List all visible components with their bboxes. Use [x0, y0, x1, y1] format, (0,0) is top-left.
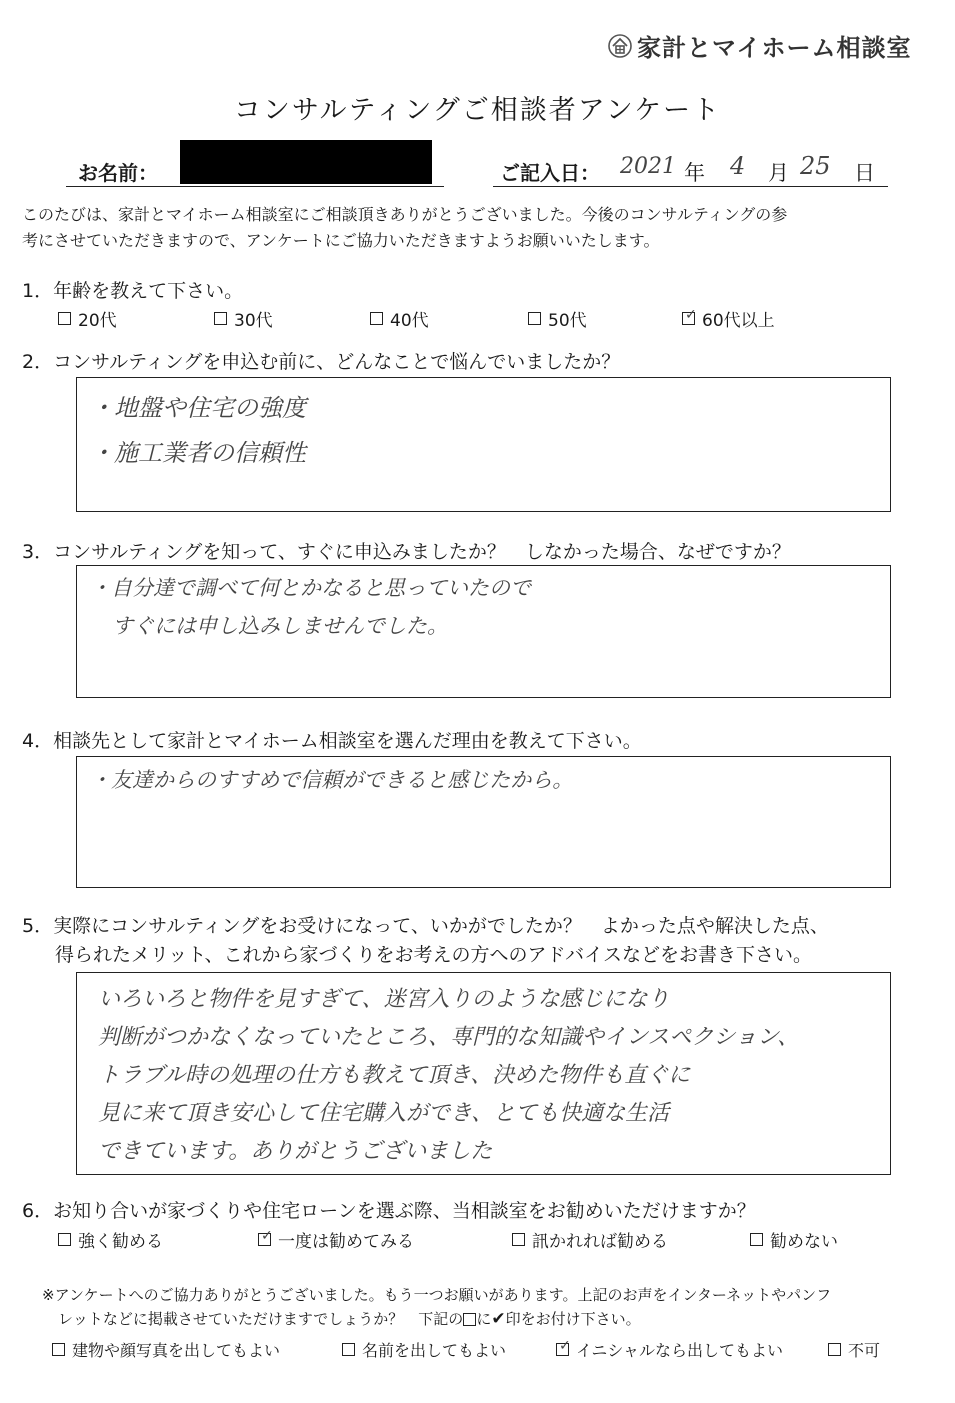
- question-2: 2．コンサルティングを申込む前に、どんなことで悩んでいましたか？: [22, 351, 621, 373]
- answer-2-line-1: ・地盤や住宅の強度: [90, 394, 306, 422]
- intro-line-1: このたびは、家計とマイホーム相談室にご相談頂きありがとうございました。今後のコンサルティングの参: [22, 205, 788, 224]
- answer-2-line-2: ・施工業者の信頼性: [90, 439, 306, 467]
- permission-option-none[interactable]: [828, 1338, 880, 1361]
- house-logo-icon: [608, 34, 632, 58]
- checkbox-checked[interactable]: [682, 307, 697, 325]
- q6-option-once[interactable]: [258, 1227, 414, 1252]
- form-title: コンサルティングご相談者アンケート: [233, 95, 722, 126]
- month-unit: 月: [768, 161, 789, 185]
- checkbox[interactable]: [750, 1233, 763, 1246]
- checkbox[interactable]: [528, 312, 541, 325]
- note-line-1: ※アンケートへのご協力ありがとうございました。もう一つお願いがあります。上記のお声をインターネットやパンフ: [42, 1286, 832, 1304]
- logo-text: 家計とマイホーム相談室: [637, 34, 912, 62]
- date-day: 25: [800, 152, 831, 180]
- square-box-icon: [463, 1313, 476, 1326]
- question-3: 3．コンサルティングを知って、すぐに申込みましたか？ しなかった場合、なぜですか？: [22, 541, 791, 563]
- q1-option-40s[interactable]: [370, 306, 429, 331]
- date-label: ご記入日：: [500, 161, 600, 185]
- option-label: 50代: [548, 311, 587, 331]
- question-6: 6．お知り合いが家づくりや住宅ローンを選ぶ際、当相談室をお勧めいただけますか？: [22, 1200, 756, 1222]
- q1-option-60s-plus[interactable]: [682, 306, 775, 331]
- q6-option-no[interactable]: [750, 1227, 838, 1252]
- day-unit: 日: [854, 161, 875, 185]
- check-icon: ✓: [559, 1338, 571, 1354]
- answer-3-line-1: ・自分達で調べて何とかなると思っていたので: [90, 576, 531, 600]
- checkbox[interactable]: [52, 1343, 65, 1356]
- note-text-a: レットなどに掲載させていただけますでしょうか？ 下記の: [58, 1310, 464, 1328]
- q1-option-20s[interactable]: [58, 306, 117, 331]
- answer-5-line-5: できています。ありがとうございました: [98, 1139, 493, 1164]
- checkbox[interactable]: [58, 1233, 71, 1246]
- checkbox[interactable]: [512, 1233, 525, 1246]
- permission-option-initials[interactable]: [556, 1338, 783, 1361]
- note-line-2: [58, 1307, 641, 1331]
- date-month: 4: [730, 152, 746, 180]
- answer-5-line-1: いろいろと物件を見すぎて、迷宮入りのような感じになり: [98, 987, 670, 1012]
- checkbox[interactable]: [342, 1343, 355, 1356]
- option-label: 建物や顔写真を出してもよい: [72, 1341, 281, 1360]
- option-label: 訊かれれば勧める: [532, 1232, 668, 1252]
- answer-5-line-2: 判断がつかなくなっていたところ、専門的な知識やインスペクション、: [98, 1025, 800, 1050]
- date-year: 2021: [620, 154, 676, 179]
- date-underline: [493, 186, 888, 187]
- option-label: 20代: [78, 311, 117, 331]
- option-label: 一度は勧めてみる: [278, 1232, 414, 1252]
- checkbox-checked[interactable]: [556, 1338, 571, 1356]
- option-label: 勧めない: [770, 1232, 838, 1252]
- q1-option-50s[interactable]: [528, 306, 587, 331]
- answer-3-line-2: すぐには申し込みしませんでした。: [112, 614, 448, 638]
- q6-option-if-asked[interactable]: [512, 1227, 668, 1252]
- checkbox[interactable]: [58, 312, 71, 325]
- checkmark-icon: ✔: [491, 1309, 506, 1329]
- note-text-c: 印をお付け下さい。: [505, 1310, 641, 1328]
- answer-5-line-4: 見に来て頂き安心して住宅購入ができ、とても快適な生活: [98, 1101, 670, 1126]
- permission-option-name[interactable]: [342, 1338, 506, 1361]
- note-text-b: に: [476, 1310, 492, 1328]
- option-label: 60代以上: [702, 311, 775, 331]
- answer-5-line-3: トラブル時の処理の仕方も教えて頂き、決めた物件も直ぐに: [98, 1063, 691, 1088]
- question-4: 4．相談先として家計とマイホーム相談室を選んだ理由を教えて下さい。: [22, 730, 642, 752]
- checkbox-checked[interactable]: [258, 1228, 273, 1246]
- intro-line-2: 考にさせていただきますので、アンケートにご協力いただきますようお願いいたします。: [22, 231, 660, 250]
- question-5-line-1: 5．実際にコンサルティングをお受けになって、いかがでしたか？ よかった点や解決した点、: [22, 915, 829, 937]
- q6-option-strongly[interactable]: [58, 1227, 163, 1252]
- check-icon: ✓: [261, 1228, 273, 1244]
- name-underline: [66, 186, 444, 187]
- question-1: 1．年齢を教えて下さい。: [22, 280, 244, 302]
- option-label: 強く勧める: [78, 1232, 163, 1252]
- checkbox[interactable]: [214, 312, 227, 325]
- option-label: イニシャルなら出してもよい: [576, 1341, 784, 1360]
- year-unit: 年: [684, 161, 705, 185]
- site-logo: [608, 28, 912, 63]
- question-5-line-2: 得られたメリット、これから家づくりをお考えの方へのアドバイスなどをお書き下さい。: [55, 944, 812, 966]
- option-label: 不可: [848, 1341, 881, 1360]
- checkbox[interactable]: [828, 1343, 841, 1356]
- intro-text: [22, 202, 937, 254]
- check-icon: ✓: [685, 307, 697, 323]
- name-label: お名前：: [78, 161, 158, 185]
- checkbox[interactable]: [370, 312, 383, 325]
- option-label: 30代: [234, 311, 273, 331]
- option-label: 40代: [390, 311, 429, 331]
- redacted-name: [180, 140, 432, 184]
- q1-option-30s[interactable]: [214, 306, 273, 331]
- option-label: 名前を出してもよい: [362, 1341, 507, 1360]
- permission-option-photo[interactable]: [52, 1338, 280, 1361]
- answer-4-line-1: ・友達からのすすめで信頼ができると感じたから。: [90, 768, 574, 792]
